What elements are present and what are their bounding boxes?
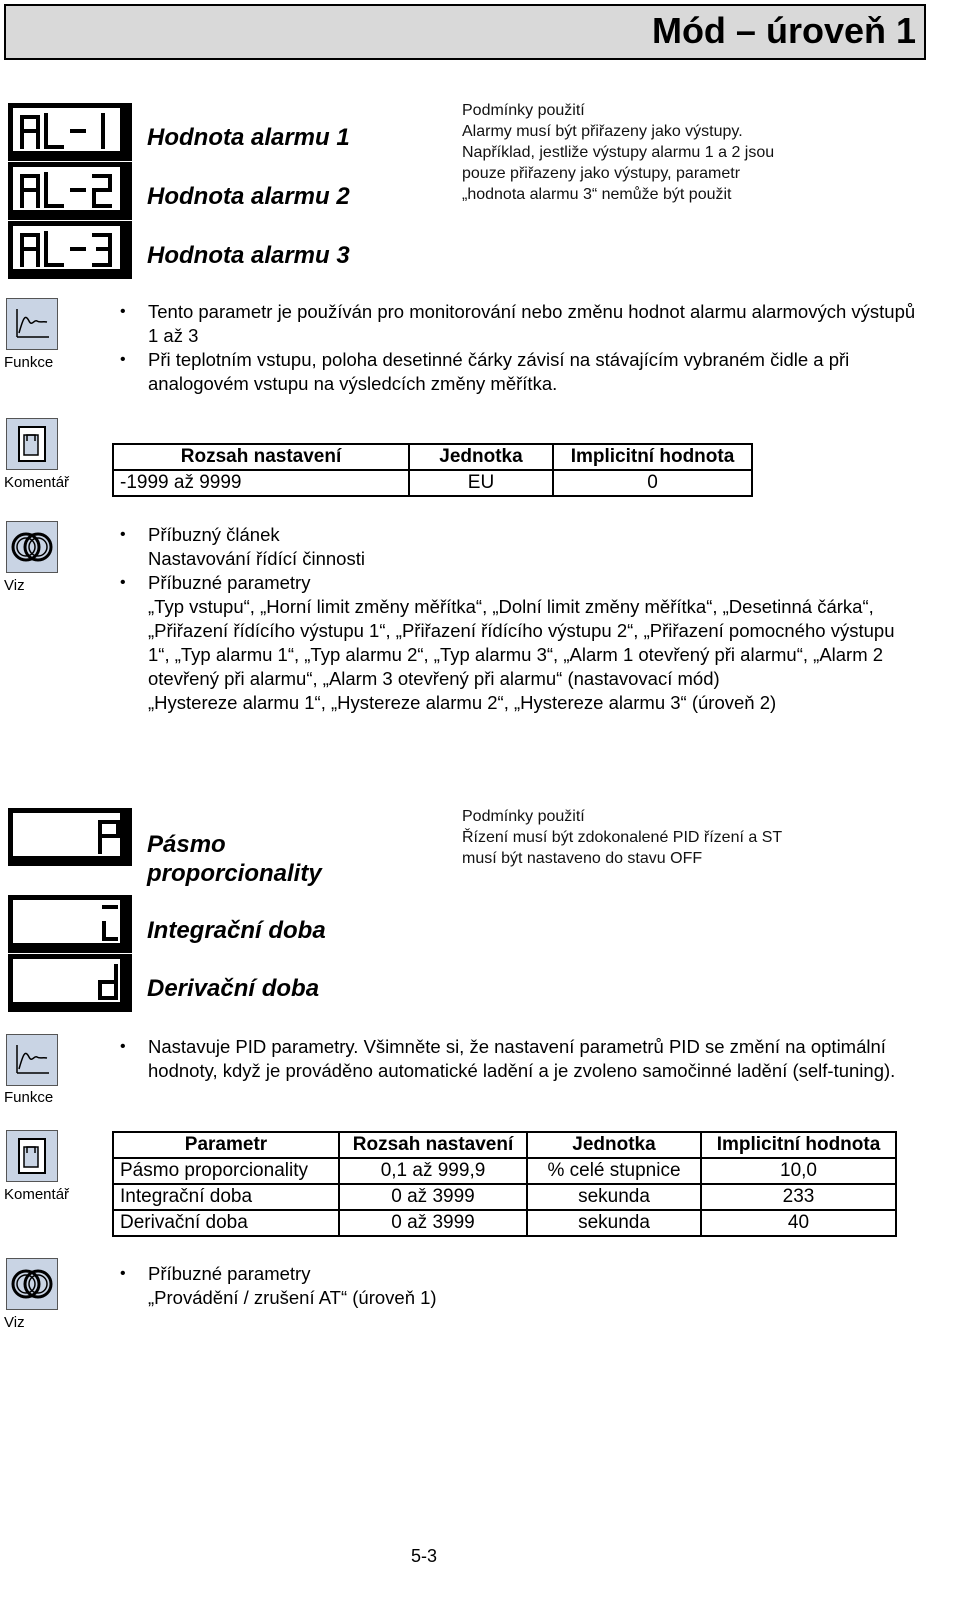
conditions-line: Řízení musí být zdokonalené PID řízení a ST [462, 829, 783, 846]
table-cell: % celé stupnice [527, 1158, 701, 1184]
param-name-integral-time: Integrační doba [147, 917, 326, 944]
lcd-display-p [8, 808, 132, 866]
param-name-alarm-2: Hodnota alarmu 2 [147, 183, 350, 210]
table-cell: 10,0 [701, 1158, 896, 1184]
table-cell: 40 [701, 1210, 896, 1236]
table-cell: 0 až 3999 [339, 1210, 527, 1236]
viz-label: Viz [4, 577, 25, 594]
table-header-row [113, 1132, 896, 1158]
table-cell: 0 [553, 470, 752, 496]
lcd-display-al-2 [8, 162, 132, 220]
funkce-bullets [120, 1035, 900, 1083]
table-header: Jednotka [527, 1132, 701, 1158]
viz-label: Viz [4, 1314, 25, 1331]
conditions-line: Alarmy musí být přiřazeny jako výstupy. [462, 123, 743, 140]
conditions-block [462, 806, 882, 869]
table-row [113, 1210, 896, 1236]
page-number: 5-3 [411, 1546, 438, 1566]
table-row [113, 1158, 896, 1184]
conditions-line: Například, jestliže výstupy alarmu 1 a 2 jsou [462, 144, 775, 161]
page-title: Mód – úroveň 1 [651, 10, 916, 51]
function-graph-icon [6, 1034, 58, 1086]
conditions-line: musí být nastaveno do stavu OFF [462, 850, 703, 867]
table-cell: 0,1 až 999,9 [339, 1158, 527, 1184]
table-header: Jednotka [409, 444, 553, 470]
list-item: • Příbuzný článek Nastavování řídící činnosti [120, 524, 365, 569]
list-item: • Nastavuje PID parametry. Všimněte si, že nastavení parametrů PID se změní na optimální hodnoty, když je prováděno automatické ladění a je zvoleno samočinné ladění (self-tuning). [120, 1036, 896, 1081]
param-name-proportional-band: Pásmo proporcionality [147, 831, 322, 887]
table-header: Implicitní hodnota [701, 1132, 896, 1158]
conditions-line: pouze přiřazeny jako výstupy, parametr [462, 165, 741, 182]
lcd-display-i [8, 895, 132, 953]
conditions-title: Podmínky použití [462, 102, 585, 119]
see-also-rings-icon [6, 521, 58, 573]
table-cell: EU [409, 470, 553, 496]
table-header: Implicitní hodnota [553, 444, 752, 470]
list-item: • Příbuzné parametry „Typ vstupu“, „Horní limit změny měřítka“, „Dolní limit změny měřítka“, „Desetinná čárka“, „Přiřazení řídícího výstupu 1“, „Přiřazení řídícího výstupu 2“, „Přiřazení pomocného výstupu 1“, „Typ alarmu 1“, „Typ alarmu 2“, „Typ alarmu 3“, „Alarm 1 otevřený při alarmu“, „Alarm 2 otevřený při alarmu“, „Alarm 3 otevřený při alarmu“ (nastavovací mód) „Hystereze alarmu 1“, „Hystereze alarmu 2“, „Hystereze alarmu 3“ (úroveň 2) [120, 572, 895, 713]
table-header: Rozsah nastavení [339, 1132, 527, 1158]
viz-bullets [120, 1262, 900, 1310]
table-cell: -1999 až 9999 [113, 470, 409, 496]
conditions-block [462, 100, 882, 205]
komentar-label: Komentář [4, 1186, 70, 1203]
param-name-derivative-time: Derivační doba [147, 975, 320, 1002]
table-cell: sekunda [527, 1184, 701, 1210]
table-header: Parametr [113, 1132, 339, 1158]
list-item: • Při teplotním vstupu, poloha desetinné čárky závisí na stávajícím vybraném čidle a při analogovém vstupu na výsledcích změny měřítka. [120, 349, 850, 394]
table-row [113, 1184, 896, 1210]
param-name-alarm-1: Hodnota alarmu 1 [147, 124, 350, 151]
comment-icon [6, 418, 58, 470]
see-also-rings-icon [6, 1258, 58, 1310]
komentar-label: Komentář [4, 474, 70, 491]
table-cell: Integrační doba [113, 1184, 339, 1210]
funkce-bullets [120, 300, 930, 396]
list-item: • Příbuzné parametry „Provádění / zrušení AT“ (úroveň 1) [120, 1263, 437, 1308]
table-cell: sekunda [527, 1210, 701, 1236]
funkce-label: Funkce [4, 1089, 54, 1106]
table-cell: Pásmo proporcionality [113, 1158, 339, 1184]
lcd-display-al-3 [8, 221, 132, 279]
conditions-title: Podmínky použití [462, 808, 585, 825]
list-item: • Tento parametr je používán pro monitorování nebo změnu hodnot alarmu alarmových výstupů 1 až 3 [120, 301, 916, 346]
alarm-settings-table [112, 443, 753, 497]
funkce-label: Funkce [4, 354, 54, 371]
param-name-alarm-3: Hodnota alarmu 3 [147, 242, 350, 269]
table-cell: 233 [701, 1184, 896, 1210]
page-header [4, 4, 926, 60]
function-graph-icon [6, 298, 58, 350]
lcd-display-al-1 [8, 103, 132, 161]
pid-settings-table [112, 1131, 897, 1237]
table-cell: Derivační doba [113, 1210, 339, 1236]
conditions-line: „hodnota alarmu 3“ nemůže být použit [462, 186, 732, 203]
viz-bullets [120, 523, 910, 715]
table-row [113, 470, 752, 496]
table-header: Rozsah nastavení [113, 444, 409, 470]
table-cell: 0 až 3999 [339, 1184, 527, 1210]
comment-icon [6, 1130, 58, 1182]
table-header-row [113, 444, 752, 470]
lcd-display-d [8, 954, 132, 1012]
